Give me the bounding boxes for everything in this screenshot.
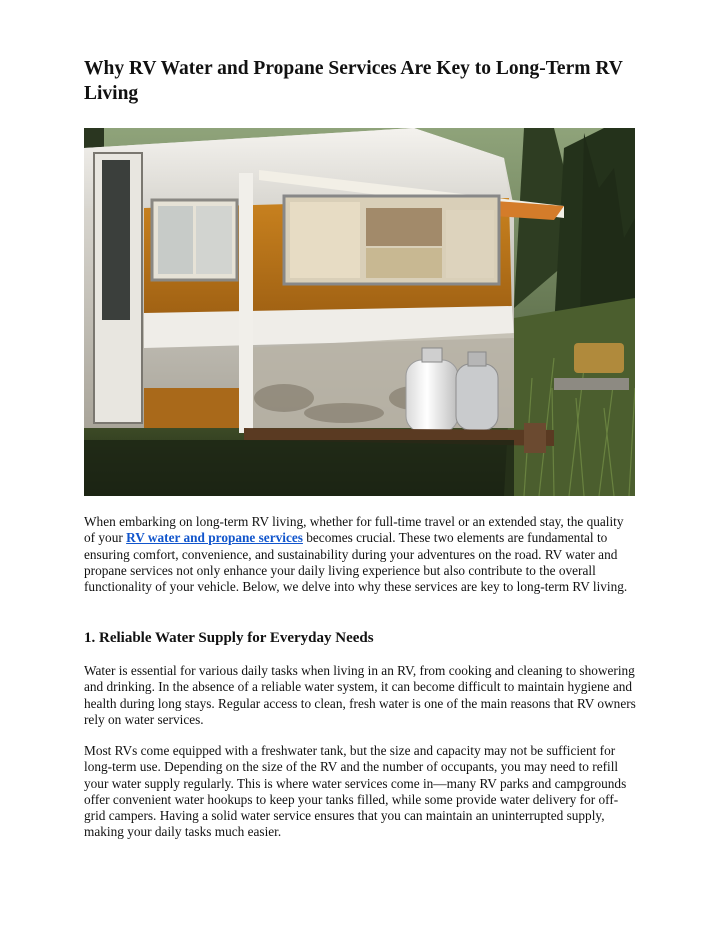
rv-water-propane-link[interactable]: RV water and propane services: [126, 530, 303, 546]
intro-text-before-link: When embarking on long-term RV living, whether for full-time travel or an extended stay, the quality of your: [84, 514, 624, 546]
section-heading-water-supply: 1. Reliable Water Supply for Everyday Needs: [84, 630, 374, 646]
article-title: Why RV Water and Propane Services Are Key to Long-Term RV Living: [84, 58, 623, 104]
rv-photo: [84, 128, 635, 496]
intro-paragraph: [84, 514, 636, 595]
water-paragraph-2: Most RVs come equipped with a freshwater tank, but the size and capacity may not be sufficient for long-term use. Depending on the size of the RV and the number of occupants, you may need to refill your water supply regularly. This is where water services come in—many RV parks and campgrounds offer convenient water hookups to keep your tanks filled, while some provide water delivery for off-grid campers. Having a solid water service ensures that you can maintain an uninterrupted supply, making your daily tasks much easier.: [84, 743, 627, 840]
water-paragraph-1: Water is essential for various daily tasks when living in an RV, from cooking and cleaning to showering and drinking. In the absence of a reliable water system, it can become difficult to maintain hygiene and health during long stays. Regular access to clean, fresh water is one of the main reasons that RV owners rely on water services.: [84, 663, 636, 727]
intro-text-after-link: becomes crucial. These two elements are fundamental to ensuring comfort, convenience, and sustainability during your adventures on the road. RV water and propane services not only enhance your daily living experience but also contribute to the overall functionality of your vehicle. Below, we delve into why these services are key to long-term RV living.: [84, 530, 628, 595]
